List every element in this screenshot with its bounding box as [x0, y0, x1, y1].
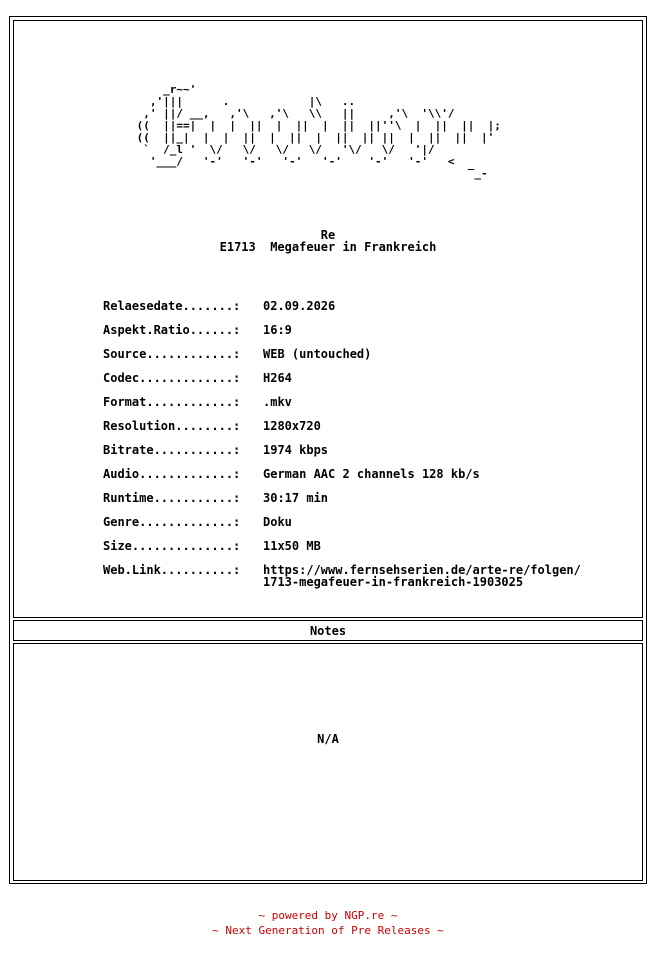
field-row [103, 348, 371, 360]
notes-text: N/A [317, 732, 339, 746]
footer-powered-by: ~ powered by NGP.re ~ [258, 909, 398, 922]
field-label: Runtime...........: [103, 491, 241, 505]
notes-box [13, 643, 643, 881]
field-value: 1974 kbps [263, 443, 329, 457]
field-label: Size..............: [103, 539, 241, 553]
field-row [103, 468, 480, 480]
field-value: H264 [263, 371, 292, 385]
episode-title: E1713 Megafeuer in Frankreich [219, 240, 437, 254]
ascii-logo: _r~~' ,'||| . |\ .. ,' ||/ __, ,'\ ,'\ \\ || ,'\ '\\'/ (( ||==| | | || | || | || ||''\ | || || |; (( ||_| | | || | || | || || || | || || |' ` /_l ' \/ \/ \/ \/ '\/ \/ '|/ '___/ '-' '-' '-' '-' '-' '-' < ‾_- [136, 83, 501, 180]
field-row [103, 324, 292, 336]
field-row [103, 396, 292, 408]
field-label: Genre.............: [103, 515, 241, 529]
field-value: German AAC 2 channels 128 kb/s [263, 467, 480, 481]
field-value: 16:9 [263, 323, 292, 337]
field-label: Source............: [103, 347, 241, 361]
field-value: .mkv [263, 395, 292, 409]
field-row [103, 420, 321, 432]
field-value: Doku [263, 515, 292, 529]
notes-heading: Notes [309, 624, 347, 638]
field-row [103, 564, 581, 588]
release-group-name: Re [320, 228, 336, 242]
field-value: 02.09.2026 [263, 299, 336, 313]
field-label: Codec.............: [103, 371, 241, 385]
field-label: Relaesedate.......: [103, 299, 241, 313]
field-label: Format............: [103, 395, 241, 409]
field-value: WEB (untouched) [263, 347, 372, 361]
field-row [103, 444, 328, 456]
field-row [103, 540, 321, 552]
field-label: Resolution........: [103, 419, 241, 433]
field-row [103, 300, 335, 312]
field-row [103, 516, 292, 528]
footer-tagline: ~ Next Generation of Pre Releases ~ [212, 924, 444, 937]
field-row [103, 492, 328, 504]
field-label: Audio.............: [103, 467, 241, 481]
field-label: Aspekt.Ratio......: [103, 323, 241, 337]
field-value: 30:17 min [263, 491, 329, 505]
field-label: Bitrate...........: [103, 443, 241, 457]
field-row [103, 372, 292, 384]
field-value: 11x50 MB [263, 539, 321, 553]
field-value: https://www.fernsehserien.de/arte-re/folgen/ 1713-megafeuer-in-frankreich-1903025 [263, 563, 581, 589]
field-label: Web.Link..........: [103, 563, 241, 577]
field-value: 1280x720 [263, 419, 321, 433]
